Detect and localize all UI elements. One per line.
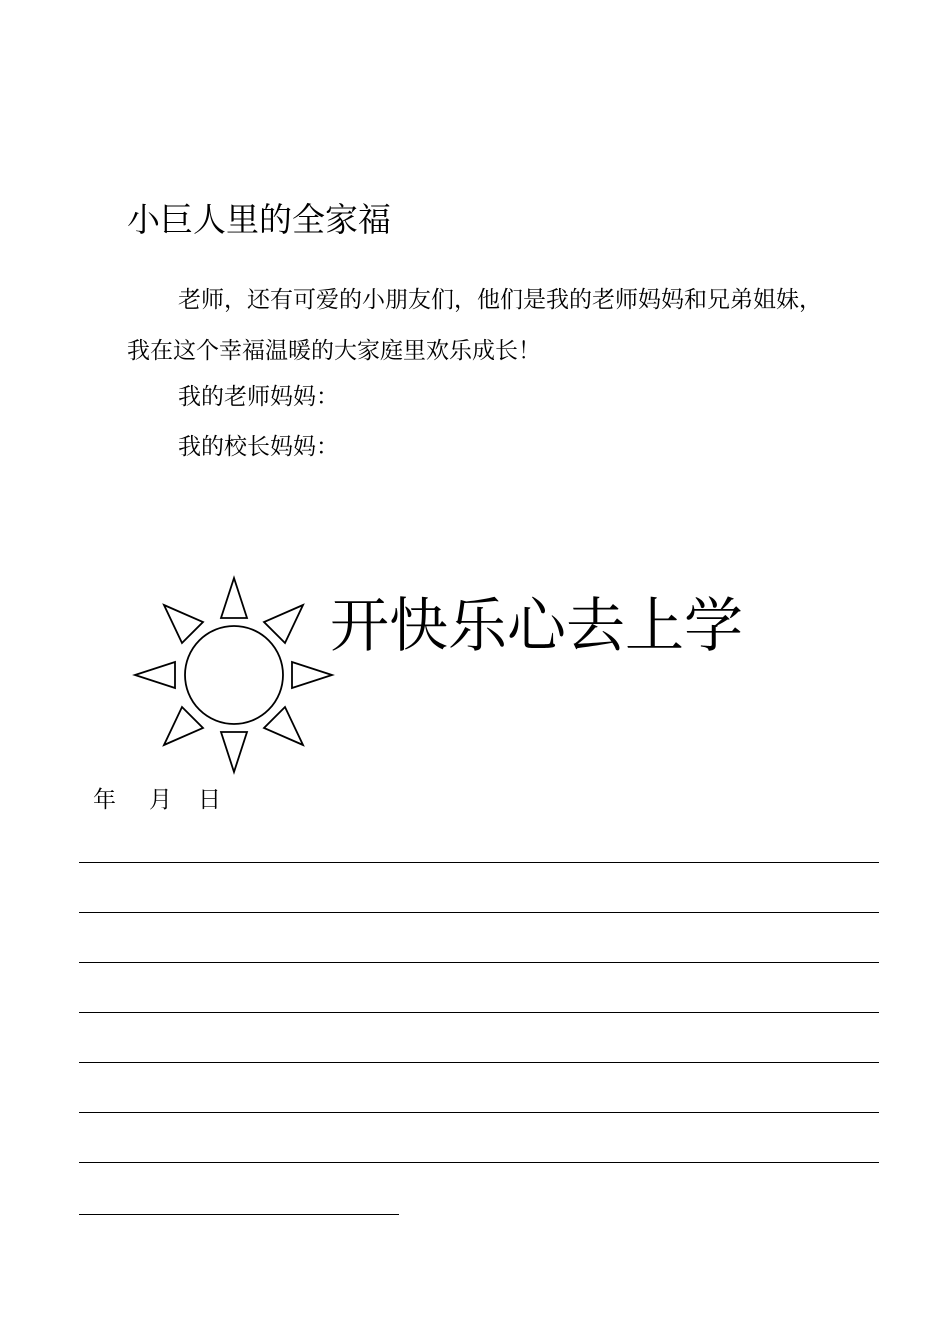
intro-paragraph: 老师，还有可爱的小朋友们，他们是我的老师妈妈和兄弟姐妹，我在这个幸福温暖的大家庭里欢乐成长！ (127, 287, 822, 364)
writing-line[interactable] (79, 962, 879, 963)
date-month-label: 月 (149, 787, 172, 813)
writing-line[interactable] (79, 912, 879, 913)
writing-line[interactable] (79, 1062, 879, 1063)
teacher-mom-label: 我的老师妈妈： (178, 384, 339, 410)
date-day-label: 日 (198, 787, 221, 813)
principal-mom-label: 我的校长妈妈： (178, 434, 339, 460)
sun-icon (130, 575, 335, 775)
writing-line[interactable] (79, 862, 879, 863)
writing-line[interactable] (79, 1162, 879, 1163)
date-year-label: 年 (93, 787, 116, 813)
writing-line-short[interactable] (79, 1214, 399, 1215)
writing-line[interactable] (79, 1112, 879, 1113)
writing-line[interactable] (79, 1012, 879, 1013)
page-title: 小巨人里的全家福 (127, 200, 391, 239)
banner-heading: 开快乐心去上学 (330, 591, 744, 660)
